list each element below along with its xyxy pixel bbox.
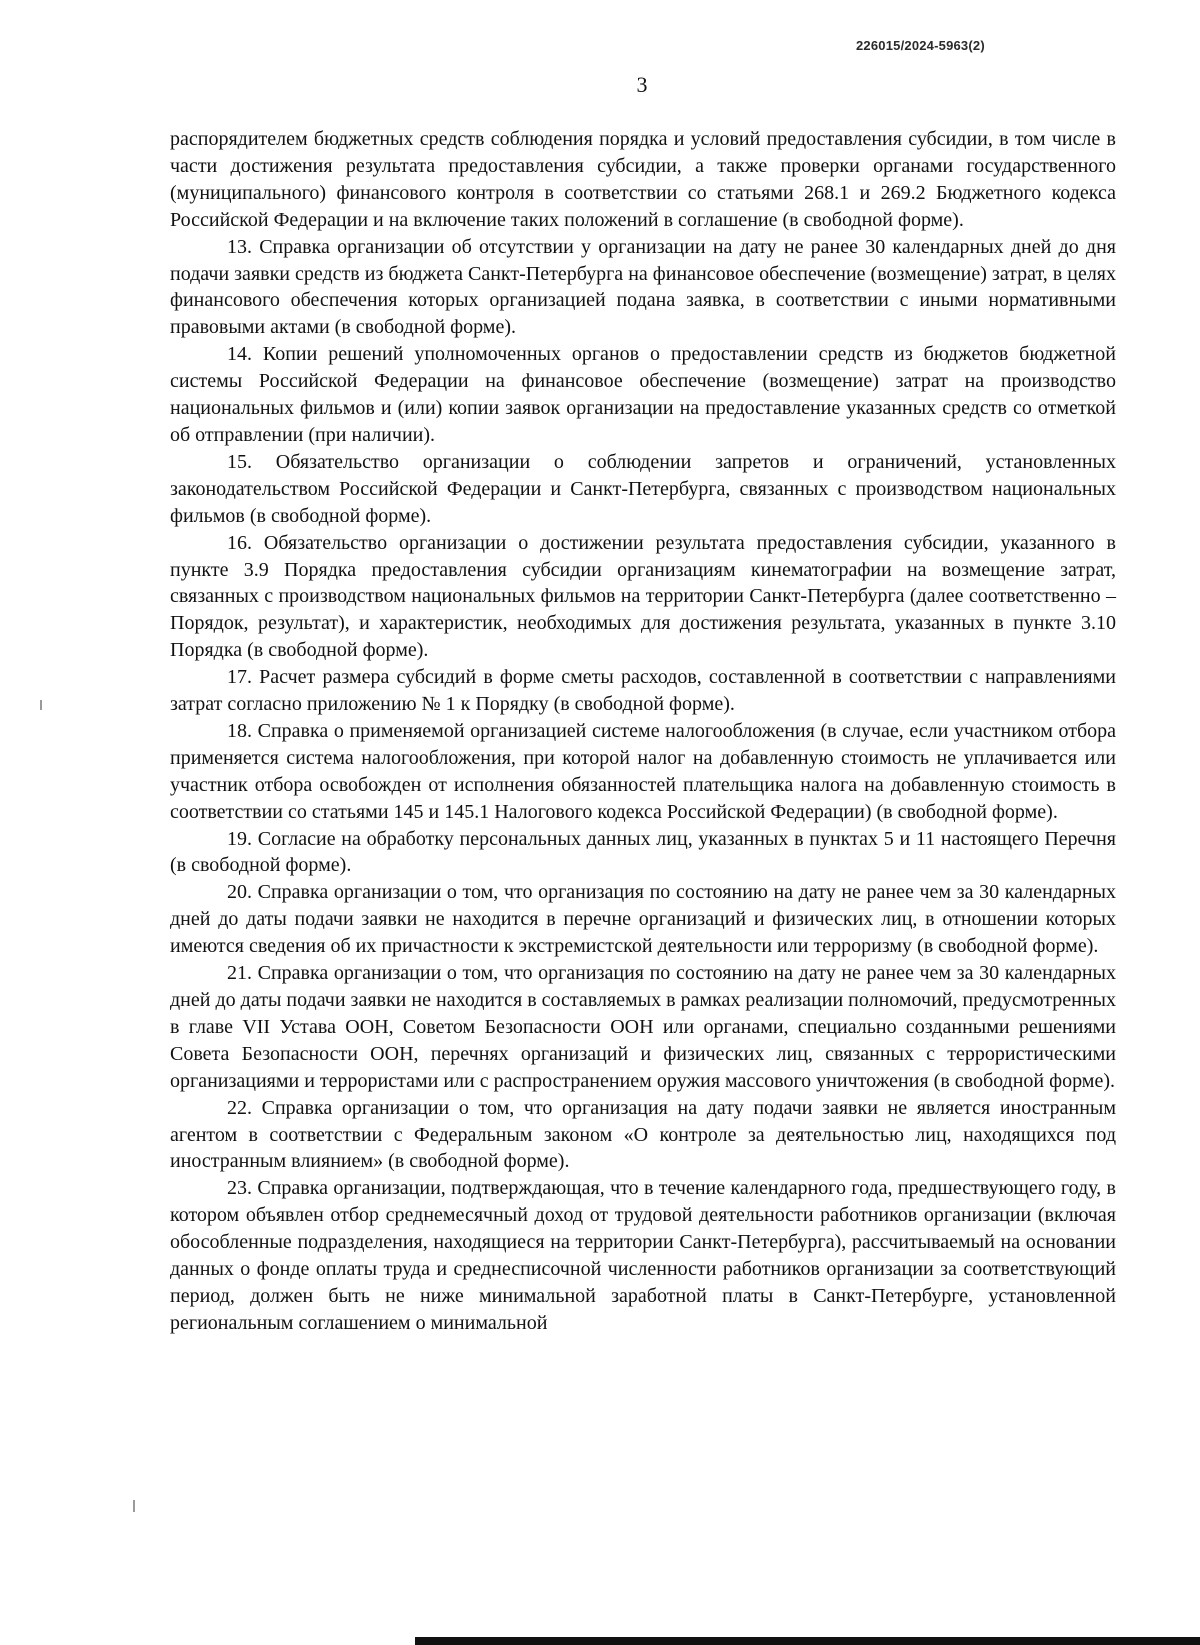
paragraph-item-22: 22. Справка организации о том, что организация на дату подачи заявки не является иностранным агентом в соответствии с Федеральным законом «О контроле за деятельностью лиц, находящихся под иностранным влиянием» (в свободной форме). <box>170 1096 1116 1173</box>
paragraph-item-18: 18. Справка о применяемой организацией системе налогообложения (в случае, если участником отбора применяется система налогообложения, при которой налог на добавленную стоимость не уплачивается или участник отбора освобожден от исполнения обязанностей плательщика налога на добавленную стоимость в соответствии со статьями 145 и 145.1 Налогового кодекса Российской Федерации) (в свободной форме). <box>170 719 1116 823</box>
paragraph-item-20: 20. Справка организации о том, что организация по состоянию на дату не ранее чем за 30 календарных дней до даты подачи заявки не находится в перечне организаций и физических лиц, в отношении которых имеются сведения об их причастности к экстремистской деятельности или терроризму (в свободной форме). <box>170 881 1116 958</box>
scan-artifact-left-1 <box>40 700 42 710</box>
scan-artifact-left-2 <box>133 1500 135 1512</box>
paragraph-item-19: 19. Согласие на обработку персональных данных лиц, указанных в пунктах 5 и 11 настоящего Перечня (в свободной форме). <box>170 827 1116 877</box>
paragraph-item-23: 23. Справка организации, подтверждающая, что в течение календарного года, предшествующего году, в котором объявлен отбор среднемесячный доход от трудовой деятельности работников организации (включая обособленные подразделения, находящиеся на территории Санкт-Петербурга), рассчитываемый на основании данных о фонде оплаты труда и среднесписочной численности работников организации за соответствующий период, должен быть не ниже минимальной заработной платы в Санкт-Петербурге, установленной региональным соглашением о минимальной <box>170 1177 1116 1334</box>
page-number: 3 <box>636 72 648 97</box>
paragraph-item-14: 14. Копии решений уполномоченных органов о предоставлении средств из бюджетов бюджетной системы Российской Федерации на финансовое обеспечение (возмещение) затрат на производство национальных фильмов и (или) копии заявок организации на предоставление указанных средств со отметкой об отправлении (при наличии). <box>170 343 1116 446</box>
paragraph-continuation: распорядителем бюджетных средств соблюдения порядка и условий предоставления субсидии, в том числе в части достижения результата предоставления субсидии, а также проверки органами государственного (муниципального) финансового контроля в соответствии со статьями 268.1 и 269.2 Бюджетного кодекса Российской Федерации и на включение таких положений в соглашение (в свободной форме). <box>170 128 1116 231</box>
paragraph-item-13: 13. Справка организации об отсутствии у организации на дату не ранее 30 календарных дней до дня подачи заявки средств из бюджета Санкт-Петербурга на финансовое обеспечение (возмещение) затрат, в целях финансового обеспечения которых организацией подана заявка, в соответствии с иными нормативными правовыми актами (в свободной форме). <box>170 235 1116 339</box>
paragraph-item-17: 17. Расчет размера субсидий в форме сметы расходов, составленной в соответствии с направлениями затрат согласно приложению № 1 к Порядку (в свободной форме). <box>170 666 1116 716</box>
scan-edge-bar <box>415 1637 1200 1645</box>
paragraph-item-21: 21. Справка организации о том, что организация по состоянию на дату не ранее чем за 30 календарных дней до даты подачи заявки не находится в составляемых в рамках реализации полномочий, предусмотренных в главе VII Устава ООН, Советом Безопасности ООН или органами, специально созданными решениями Совета Безопасности ООН, перечнях организаций и физических лиц, связанных с террористическими организациями и террористами или с распространением оружия массового уничтожения (в свободной форме). <box>170 962 1116 1092</box>
document-registration-number: 226015/2024-5963(2) <box>856 38 985 53</box>
document-body <box>170 126 1116 1337</box>
paragraph-item-16: 16. Обязательство организации о достижении результата предоставления субсидии, указанного в пункте 3.9 Порядка предоставления субсидии организациям кинематографии на возмещение затрат, связанных с производством национальных фильмов на территории Санкт-Петербурга (далее соответственно – Порядок, результат), и характеристик, необходимых для достижения результата, указанных в пункте 3.10 Порядка (в свободной форме). <box>170 531 1116 662</box>
paragraph-item-15: 15. Обязательство организации о соблюдении запретов и ограничений, установленных законодательством Российской Федерации и Санкт-Петербурга, связанных с производством национальных фильмов (в свободной форме). <box>170 450 1116 527</box>
